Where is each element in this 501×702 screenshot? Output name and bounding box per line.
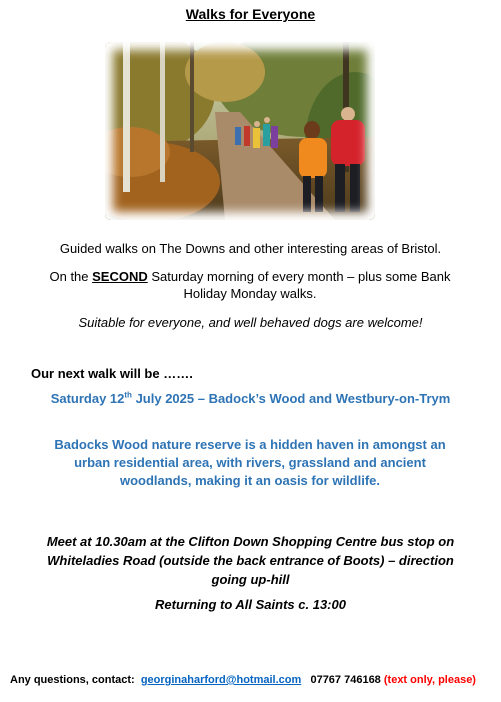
contact-label: Any questions, contact: (10, 674, 135, 686)
email-link[interactable]: georginaharford@hotmail.com (140, 674, 302, 686)
text-only-note: (text only, please) (383, 674, 476, 686)
date-suffix: July 2025 – Badock’s Wood and Westbury-on-Trym (131, 391, 451, 406)
intro-line-1: Guided walks on The Downs and other interesting areas of Bristol. (59, 241, 442, 256)
walk-description: Badocks Wood nature reserve is a hidden haven in amongst an urban residential area, with rivers, grassland and ancient woodlands, making it an oasis for wildlife. (54, 437, 446, 488)
page-title: Walks for Everyone (185, 6, 316, 22)
intro-line-2-prefix: On the (49, 269, 93, 284)
date-ordinal: th (124, 390, 132, 400)
meeting-point: Meet at 10.30am at the Clifton Down Shopping Centre bus stop on Whiteladies Road (outside the back entrance of Boots) – direction going up-hill (46, 534, 455, 587)
walkers-in-woodland-photo (105, 42, 375, 220)
second-emphasis: SECOND (92, 269, 148, 284)
intro-line-2-suffix: Saturday morning of every month – plus some Bank Holiday Monday walks. (147, 269, 451, 301)
next-walk-heading: Our next walk will be ……. (31, 366, 193, 381)
return-time: Returning to All Saints c. 13:00 (155, 597, 346, 612)
date-prefix: Saturday 12 (50, 391, 125, 406)
intro-line-2 (40, 268, 460, 302)
phone-number: 07767 746168 (310, 674, 381, 686)
dogs-welcome-note: Suitable for everyone, and well behaved dogs are welcome! (78, 315, 423, 330)
next-walk-date (0, 391, 501, 406)
contact-line (10, 674, 500, 686)
